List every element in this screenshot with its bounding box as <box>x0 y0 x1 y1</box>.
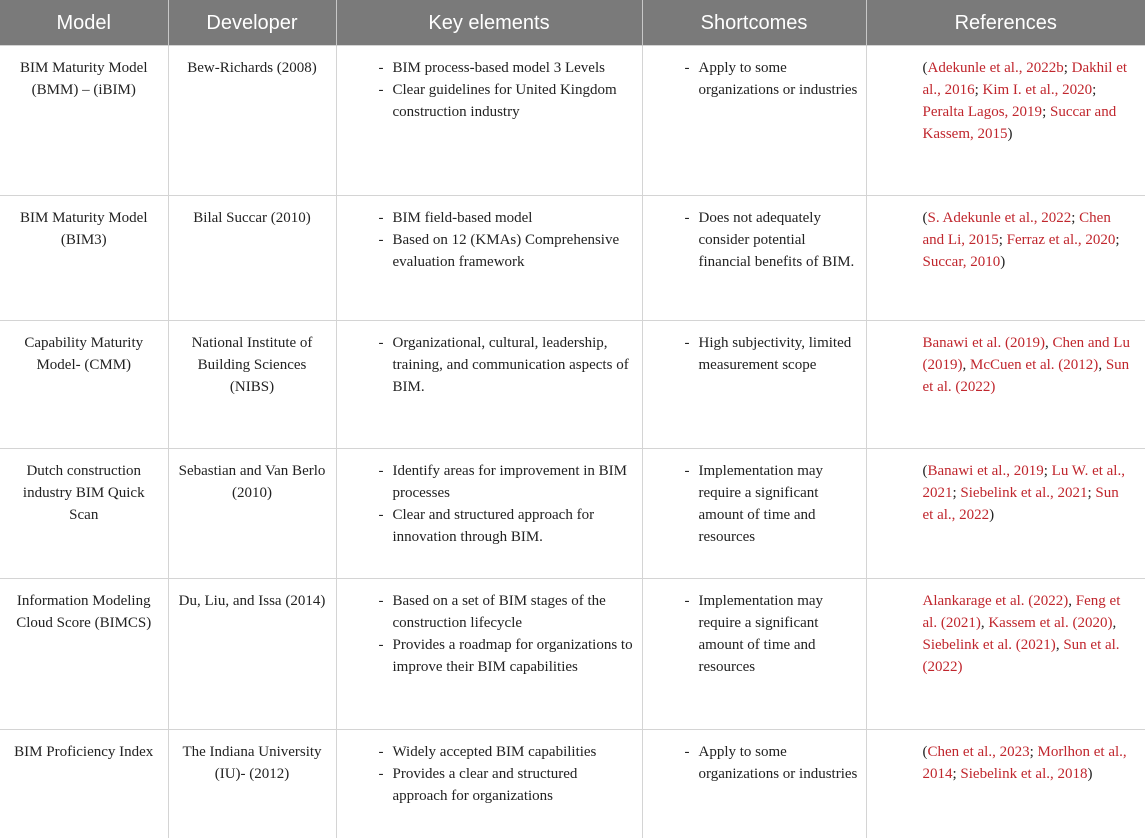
key-elements-cell <box>336 321 642 449</box>
developer-cell: Bilal Succar (2010) <box>168 196 336 321</box>
developer-cell: Bew-Richards (2008) <box>168 46 336 196</box>
reference-part: , <box>1112 615 1117 631</box>
shortcome-item: - Apply to some organizations or industries <box>685 57 858 101</box>
key-elements-cell <box>336 579 642 730</box>
reference-part: , <box>1098 357 1106 373</box>
model-cell: BIM Maturity Model (BIM3) <box>0 196 168 321</box>
reference-part: ) <box>989 507 995 523</box>
shortcome-item: - Implementation may require a significant amount of time and resources <box>685 460 858 548</box>
reference-part: ; <box>1071 210 1080 226</box>
table-row <box>0 46 1145 196</box>
reference-part: ( <box>922 210 928 226</box>
references-cell <box>866 46 1145 196</box>
reference-part: , <box>1068 593 1076 609</box>
key-element-item: - Clear and structured approach for innovation through BIM. <box>379 504 634 548</box>
reference-link[interactable]: McCuen et al. (2012) <box>970 357 1099 373</box>
shortcomes-cell <box>642 321 866 449</box>
table-row <box>0 579 1145 730</box>
developer-cell: Du, Liu, and Issa (2014) <box>168 579 336 730</box>
shortcomes-cell <box>642 449 866 579</box>
reference-link[interactable]: Chen et al., 2023 <box>927 744 1030 760</box>
key-element-item: - Based on 12 (KMAs) Comprehensive evaluation framework <box>379 229 634 273</box>
shortcome-item: - Does not adequately consider potential financial benefits of BIM. <box>685 207 858 273</box>
key-element-item: - Identify areas for improvement in BIM processes <box>379 460 634 504</box>
reference-part: ) <box>1000 254 1006 270</box>
shortcome-item: - High subjectivity, limited measurement scope <box>685 332 858 376</box>
header-shortcomes: Shortcomes <box>642 0 866 46</box>
reference-part: ) <box>1007 126 1013 142</box>
key-elements-cell <box>336 196 642 321</box>
shortcomes-cell <box>642 730 866 838</box>
reference-part: ; <box>1092 82 1097 98</box>
key-element-item: - Organizational, cultural, leadership, training, and communication aspects of BIM. <box>379 332 634 398</box>
developer-cell: National Institute of Building Sciences (NIBS) <box>168 321 336 449</box>
reference-part: ; <box>1029 744 1038 760</box>
header-row <box>0 0 1145 46</box>
key-element-item: - Clear guidelines for United Kingdom construction industry <box>379 79 634 123</box>
key-element-item: - Provides a clear and structured approach for organizations <box>379 763 634 807</box>
reference-link[interactable]: Ferraz et al., 2020 <box>1006 232 1116 248</box>
references-cell <box>866 579 1145 730</box>
reference-part: , <box>962 357 970 373</box>
reference-part: , <box>1055 637 1064 653</box>
table-row <box>0 730 1145 838</box>
header-model: Model <box>0 0 168 46</box>
developer-cell: The Indiana University (IU)- (2012) <box>168 730 336 838</box>
reference-part: ; <box>1042 104 1050 120</box>
reference-link[interactable]: Kassem et al. (2020) <box>988 615 1113 631</box>
shortcomes-cell <box>642 46 866 196</box>
reference-link[interactable]: Sun et al. (2022) <box>922 637 1120 675</box>
references-cell <box>866 449 1145 579</box>
reference-link[interactable]: S. Adekunle et al., 2022 <box>927 210 1072 226</box>
reference-link[interactable]: Chen and Li, 2015 <box>922 210 1111 248</box>
reference-link[interactable]: Banawi et al. (2019) <box>922 335 1045 351</box>
reference-link[interactable]: Adekunle et al., 2022b <box>927 60 1064 76</box>
key-element-item: - Widely accepted BIM capabilities <box>379 741 634 763</box>
shortcome-item: - Implementation may require a significant amount of time and resources <box>685 590 858 678</box>
reference-link[interactable]: Dakhil et al., 2016 <box>922 60 1128 98</box>
reference-part: ( <box>922 463 928 479</box>
key-element-item: - Based on a set of BIM stages of the construction lifecycle <box>379 590 634 634</box>
reference-link[interactable]: Morlhon et al., 2014 <box>922 744 1127 782</box>
key-elements-cell <box>336 46 642 196</box>
shortcome-item: - Apply to some organizations or industries <box>685 741 858 785</box>
reference-part: , <box>980 615 989 631</box>
key-element-item: - BIM field-based model <box>379 207 634 229</box>
reference-link[interactable]: Chen and Lu (2019) <box>922 335 1130 373</box>
reference-part: ; <box>1043 463 1052 479</box>
model-cell: Capability Maturity Model- (CMM) <box>0 321 168 449</box>
reference-link[interactable]: Lu W. et al., 2021 <box>922 463 1125 501</box>
reference-part: ; <box>952 766 961 782</box>
table-row <box>0 196 1145 321</box>
references-cell <box>866 730 1145 838</box>
reference-part: ; <box>1063 60 1072 76</box>
model-cell: Dutch construction industry BIM Quick Scan <box>0 449 168 579</box>
header-developer: Developer <box>168 0 336 46</box>
reference-link[interactable]: Siebelink et al., 2018 <box>960 766 1088 782</box>
reference-link[interactable]: Banawi et al., 2019 <box>927 463 1044 479</box>
reference-link[interactable]: Sun et al. (2022) <box>922 357 1130 395</box>
key-element-item: - BIM process-based model 3 Levels <box>379 57 634 79</box>
reference-link[interactable]: Siebelink et al., 2021 <box>960 485 1088 501</box>
reference-link[interactable]: Sun et al., 2022 <box>922 485 1119 523</box>
reference-part: ( <box>922 744 928 760</box>
reference-link[interactable]: Siebelink et al. (2021) <box>922 637 1056 653</box>
key-elements-cell <box>336 730 642 838</box>
developer-cell: Sebastian and Van Berlo (2010) <box>168 449 336 579</box>
reference-link[interactable]: Succar and Kassem, 2015 <box>922 104 1117 142</box>
header-key-elements: Key elements <box>336 0 642 46</box>
header-references: References <box>866 0 1145 46</box>
model-cell: BIM Proficiency Index <box>0 730 168 838</box>
references-cell <box>866 196 1145 321</box>
shortcomes-cell <box>642 196 866 321</box>
key-element-item: - Provides a roadmap for organizations to improve their BIM capabilities <box>379 634 634 678</box>
model-cell: BIM Maturity Model (BMM) – (iBIM) <box>0 46 168 196</box>
reference-part: ; <box>952 485 961 501</box>
reference-link[interactable]: Feng et al. (2021) <box>922 593 1121 631</box>
reference-part: ; <box>974 82 983 98</box>
reference-link[interactable]: Alankarage et al. (2022) <box>922 593 1069 609</box>
reference-link[interactable]: Kim I. et al., 2020 <box>982 82 1093 98</box>
reference-link[interactable]: Peralta Lagos, 2019 <box>922 104 1043 120</box>
table-row <box>0 449 1145 579</box>
reference-link[interactable]: Succar, 2010 <box>922 254 1001 270</box>
model-cell: Information Modeling Cloud Score (BIMCS) <box>0 579 168 730</box>
key-elements-cell <box>336 449 642 579</box>
shortcomes-cell <box>642 579 866 730</box>
reference-part: , <box>1044 335 1053 351</box>
reference-part: ( <box>922 60 928 76</box>
reference-part: ) <box>1087 766 1093 782</box>
table-row <box>0 321 1145 449</box>
reference-part: ; <box>1115 232 1120 248</box>
reference-part: ; <box>1087 485 1096 501</box>
reference-part: ; <box>998 232 1007 248</box>
references-cell <box>866 321 1145 449</box>
